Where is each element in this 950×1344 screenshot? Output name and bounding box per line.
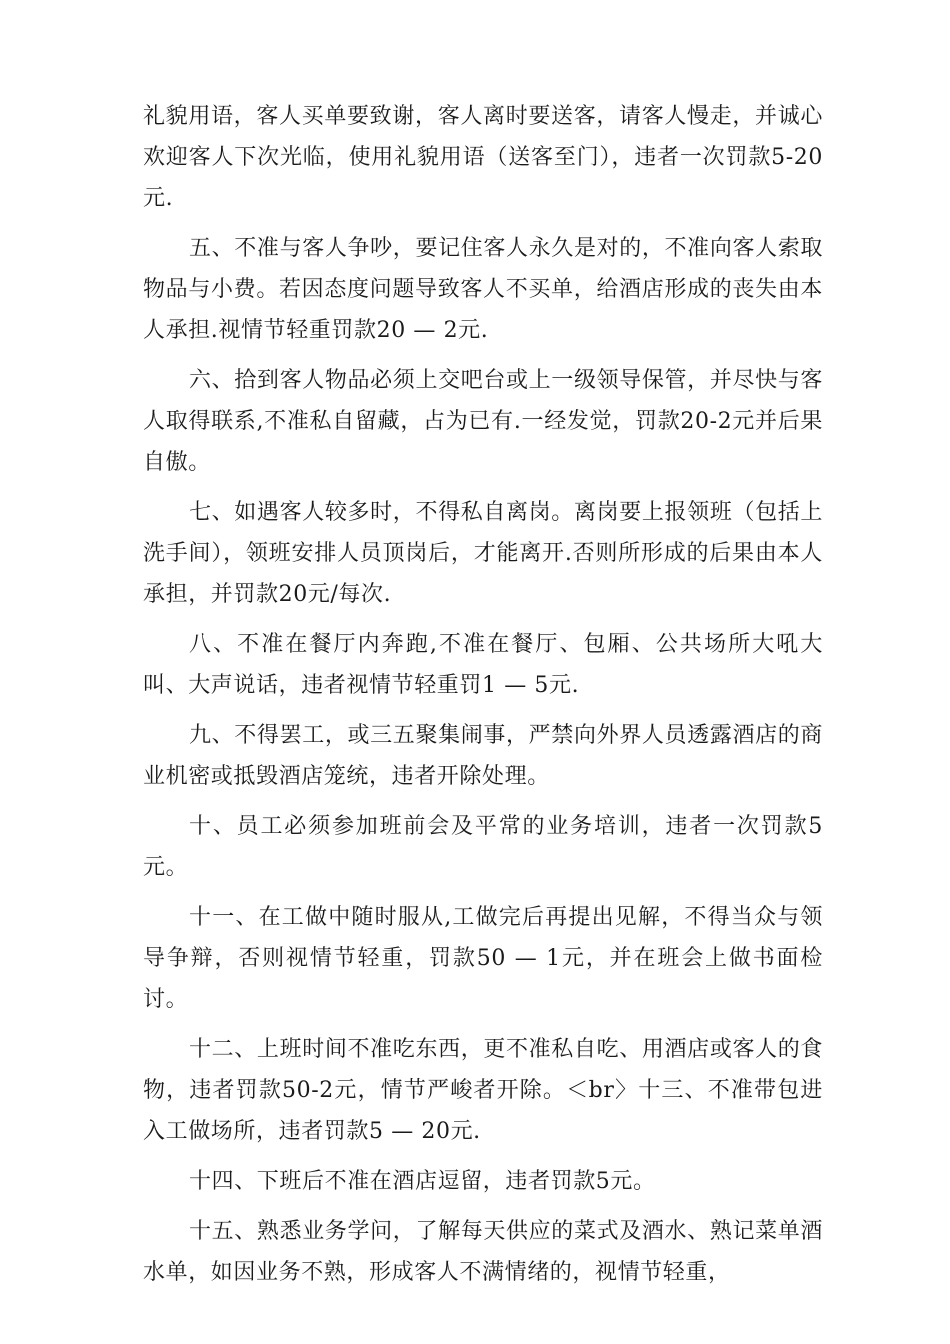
paragraph-rule-5: 五、不准与客人争吵，要记住客人永久是对的，不准向客人索取物品与小费。若因态度问题导致客人不买单，给酒店形成的丧失由本人承担.视情节轻重罚款20 — 2元. xyxy=(143,236,823,343)
paragraph-1: 礼貌用语，客人买单要致谢，客人离时要送客，请客人慢走，并诚心欢迎客人下次光临，使用礼貌用语（送客至门），违者一次罚款5-20元. xyxy=(143,104,823,211)
paragraph-rule-14: 十四、下班后不准在酒店逗留，违者罚款5元。 xyxy=(189,1169,656,1194)
document-body xyxy=(143,96,823,1302)
paragraph-rule-15: 十五、熟悉业务学问，了解每天供应的菜式及酒水、熟记菜单酒水单，如因业务不熟，形成客人不满情绪的，视情节轻重， xyxy=(143,1219,823,1285)
paragraph-rule-10: 十、员工必须参加班前会及平常的业务培训，违者一次罚款5元。 xyxy=(143,814,823,880)
paragraph-rule-8: 八、不准在餐厅内奔跑,不准在餐厅、包厢、公共场所大吼大叫、大声说话，违者视情节轻重罚1 — 5元. xyxy=(143,632,823,698)
paragraph-rule-12: 十二、上班时间不准吃东西，更不准私自吃、用酒店或客人的食物，违者罚款50-2元，情节严峻者开除。＜br〉十三、不准带包进入工做场所，违者罚款5 — 20元. xyxy=(143,1037,823,1144)
paragraph-rule-6: 六、拾到客人物品必须上交吧台或上一级领导保管，并尽快与客人取得联系,不准私自留藏，占为已有.一经发觉，罚款20-2元并后果自傲。 xyxy=(143,368,823,475)
paragraph-rule-7: 七、如遇客人较多时，不得私自离岗。离岗要上报领班（包括上洗手间），领班安排人员顶岗后，才能离开.否则所形成的后果由本人承担，并罚款20元/每次. xyxy=(143,500,823,607)
paragraph-rule-9: 九、不得罢工，或三五聚集闹事，严禁向外界人员透露酒店的商业机密或抵毁酒店笼统，违者开除处理。 xyxy=(143,723,823,789)
paragraph-rule-11: 十一、在工做中随时服从,工做完后再提出见解，不得当众与领导争辩，否则视情节轻重，罚款50 — 1元，并在班会上做书面检讨。 xyxy=(143,905,823,1012)
